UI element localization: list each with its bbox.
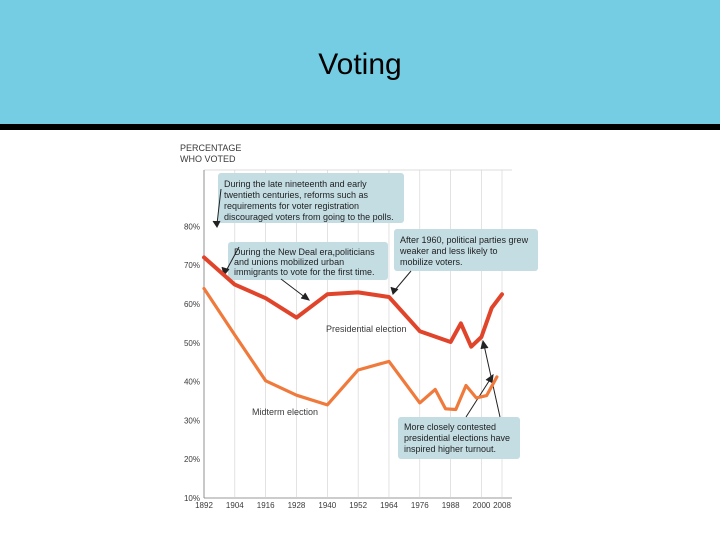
- annotation-line: presidential elections have: [404, 433, 511, 443]
- arrowhead: [213, 221, 220, 227]
- annotation-line: weaker and less likely to: [400, 246, 498, 256]
- arrowhead: [486, 375, 493, 383]
- y-tick-label: 20%: [183, 455, 200, 465]
- y-tick-label: 40%: [183, 377, 200, 387]
- arrow-after-1960: [395, 271, 411, 290]
- annotation-line: and unions mobilized urban: [234, 257, 345, 267]
- y-tick-label: 60%: [183, 300, 200, 309]
- y-tick-label: 80%: [183, 222, 200, 232]
- annotation-contested-elections: [398, 417, 520, 459]
- annotation-line: requirements for voter registration: [224, 201, 360, 211]
- x-tick-label: 1964: [380, 501, 398, 510]
- x-tick-label: 1928: [287, 501, 306, 510]
- x-tick-label: 1976: [410, 501, 429, 510]
- midterm-turnout-line: [204, 289, 497, 410]
- annotation-line: inspired higher turnout.: [404, 444, 497, 454]
- annotation-line: immigrants to vote for the first time.: [234, 267, 375, 277]
- x-tick-label: 1892: [195, 501, 213, 510]
- annotation-arrows: [213, 189, 500, 417]
- midterm-series-label: Midterm election: [252, 407, 319, 417]
- x-tick-label: 1952: [349, 501, 368, 510]
- presidential-series-label: Presidential election: [326, 324, 407, 334]
- annotation-line: During the late nineteenth and early: [224, 179, 367, 189]
- annotation-line: After 1960, political parties grew: [400, 235, 529, 245]
- y-tick-label: 30%: [183, 416, 200, 426]
- y-tick-label: 70%: [183, 261, 200, 271]
- annotation-after-1960: [394, 229, 538, 271]
- arrowhead: [301, 293, 309, 300]
- annotation-line: During the New Deal era,politicians: [234, 247, 375, 257]
- y-tick-label: 50%: [183, 338, 200, 348]
- x-tick-label: 1904: [225, 501, 244, 510]
- x-tick-label: 2008: [493, 501, 511, 510]
- annotation-line: twentieth centuries, reforms such as: [224, 190, 369, 200]
- x-tick-label: 2000: [472, 501, 491, 510]
- y-axis-title-line-2: WHO VOTED: [180, 154, 236, 164]
- annotation-line: More closely contested: [404, 422, 497, 432]
- annotation-line: discouraged voters from going to the polls.: [224, 212, 394, 222]
- x-tick-label: 1988: [441, 501, 460, 510]
- x-tick-label: 1940: [318, 501, 337, 510]
- annotation-new-deal: [228, 242, 388, 280]
- y-axis-title-line-1: PERCENTAGE: [180, 143, 242, 153]
- arrowhead: [481, 341, 488, 349]
- annotation-late-19th-century: [218, 173, 404, 223]
- annotation-line: mobilize voters.: [400, 257, 463, 267]
- y-tick-label: 10%: [183, 494, 200, 503]
- arrow-new-deal-right: [281, 279, 306, 298]
- slide-title: Voting: [318, 48, 402, 81]
- x-tick-label: 1916: [256, 501, 275, 510]
